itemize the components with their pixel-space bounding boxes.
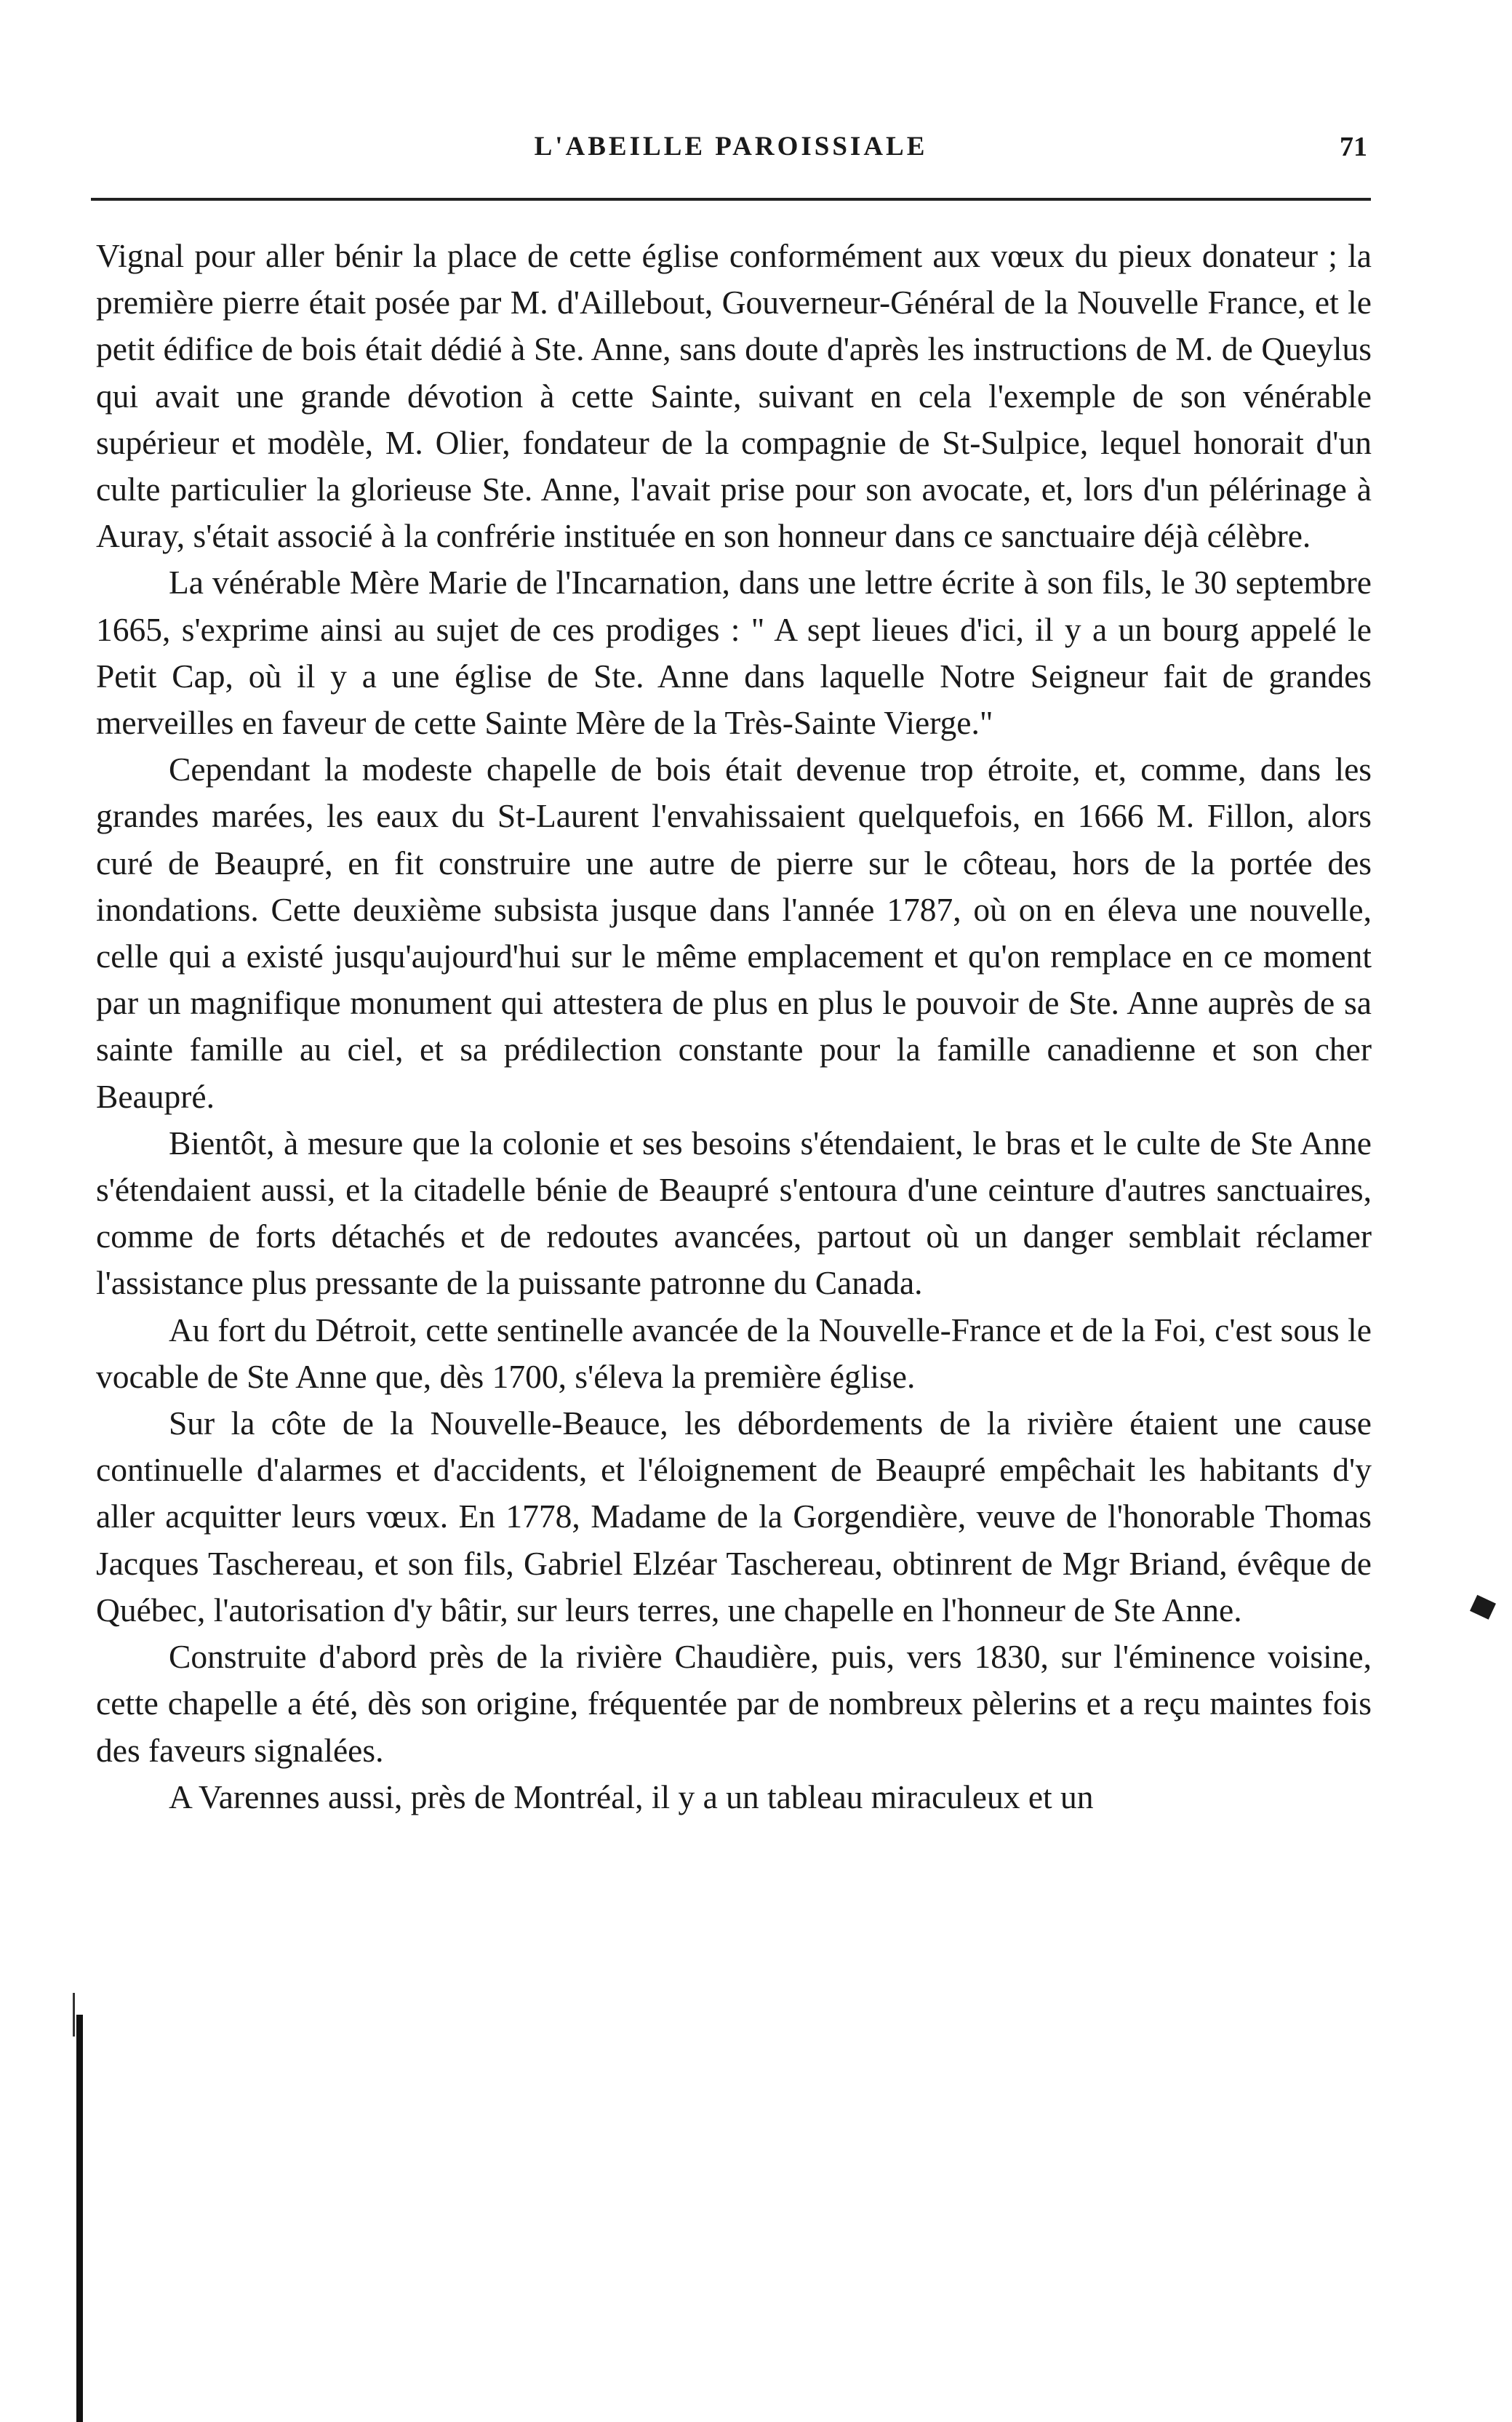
paragraph: A Varennes aussi, près de Montréal, il y a un tableau miraculeux et un <box>169 1778 1094 1815</box>
margin-tick-mark <box>73 1993 75 2037</box>
scan-margin-bar <box>76 2015 83 2422</box>
paragraph: Cependant la modeste chapelle de bois était devenue trop étroite, et, comme, dans les grandes marées, les eaux du St-Laurent l'envahissaient quelquefois, en 1666 M. Fillon, alors curé de Beaupré, en fit construire une autre de pierre sur le côteau, hors de la portée des inondations. Cette deuxième subsista jusque dans l'année 1787, où on en éleva une nouvelle, celle qui a existé jusqu'aujourd'hui sur le même emplacement et qu'on remplace en ce moment par un magnifique monument qui attestera de plus en plus le pouvoir de Ste. Anne auprès de sa sainte famille au ciel, et sa prédilection constante pour la famille canadienne et son cher Beaupré. <box>96 751 1372 1115</box>
header-rule <box>91 198 1371 201</box>
paragraph: Vignal pour aller bénir la place de cette église conformément aux vœux du pieux donateur ; la première pierre était posée par M. d'Aillebout, Gouverneur-Général de la Nouvelle France, et le petit édifice de bois était dédié à Ste. Anne, sans doute d'après les instructions de M. de Queylus qui avait une grande dévotion à cette Sainte, suivant en cela l'exemple de son vénérable supérieur et modèle, M. Olier, fondateur de la compagnie de St-Sulpice, lequel honorait d'un culte particulier la glorieuse Ste. Anne, l'avait prise pour son avocate, et, lors d'un pélérinage à Auray, s'était associé à la confrérie instituée en son honneur dans ce sanctuaire déjà célèbre. <box>96 237 1372 555</box>
paragraph: La vénérable Mère Marie de l'Incarnation, dans une lettre écrite à son fils, le 30 septembre 1665, s'exprime ainsi au sujet de ces prodiges : " A sept lieues d'ici, il y a un bourg appelé le Petit Cap, où il y a une église de Ste. Anne dans laquelle Notre Seigneur fait de grandes merveilles en faveur de cette Sainte Mère de la Très-Sainte Vierge." <box>96 564 1372 742</box>
paragraph: Au fort du Détroit, cette sentinelle avancée de la Nouvelle-France et de la Foi, c'est sous le vocable de Ste Anne que, dès 1700, s'éleva la première église. <box>96 1311 1372 1395</box>
running-title: L'ABEILLE PAROISSIALE <box>534 132 928 161</box>
page-header <box>95 131 1367 175</box>
paragraph: Construite d'abord près de la rivière Chaudière, puis, vers 1830, sur l'éminence voisine, cette chapelle a été, dès son origine, fréquentée par de nombreux pèlerins et a reçu maintes fois des faveurs signalées. <box>96 1638 1372 1769</box>
stray-ink-mark: ▀ <box>1463 1595 1496 1634</box>
paragraph: Sur la côte de la Nouvelle-Beauce, les débordements de la rivière étaient une cause continuelle d'alarmes et d'accidents, et l'éloignement de Beaupré empêchait les habitants d'y aller acquitter leurs vœux. En 1778, Madame de la Gorgendière, veuve de l'honorable Thomas Jacques Taschereau, et son fils, Gabriel Elzéar Taschereau, obtinrent de Mgr Briand, évêque de Québec, l'autorisation d'y bâtir, sur leurs terres, une chapelle en l'honneur de Ste Anne. <box>96 1404 1372 1628</box>
page-number: 71 <box>1340 132 1367 162</box>
body-text <box>96 233 1372 1821</box>
paragraph: Bientôt, à mesure que la colonie et ses besoins s'étendaient, le bras et le culte de Ste Anne s'étendaient aussi, et la citadelle bénie de Beaupré s'entoura d'une ceinture d'autres sanctuaires, comme de forts détachés et de redoutes avancées, partout où un danger semblait réclamer l'assistance plus pressante de la puissante patronne du Canada. <box>96 1124 1372 1302</box>
